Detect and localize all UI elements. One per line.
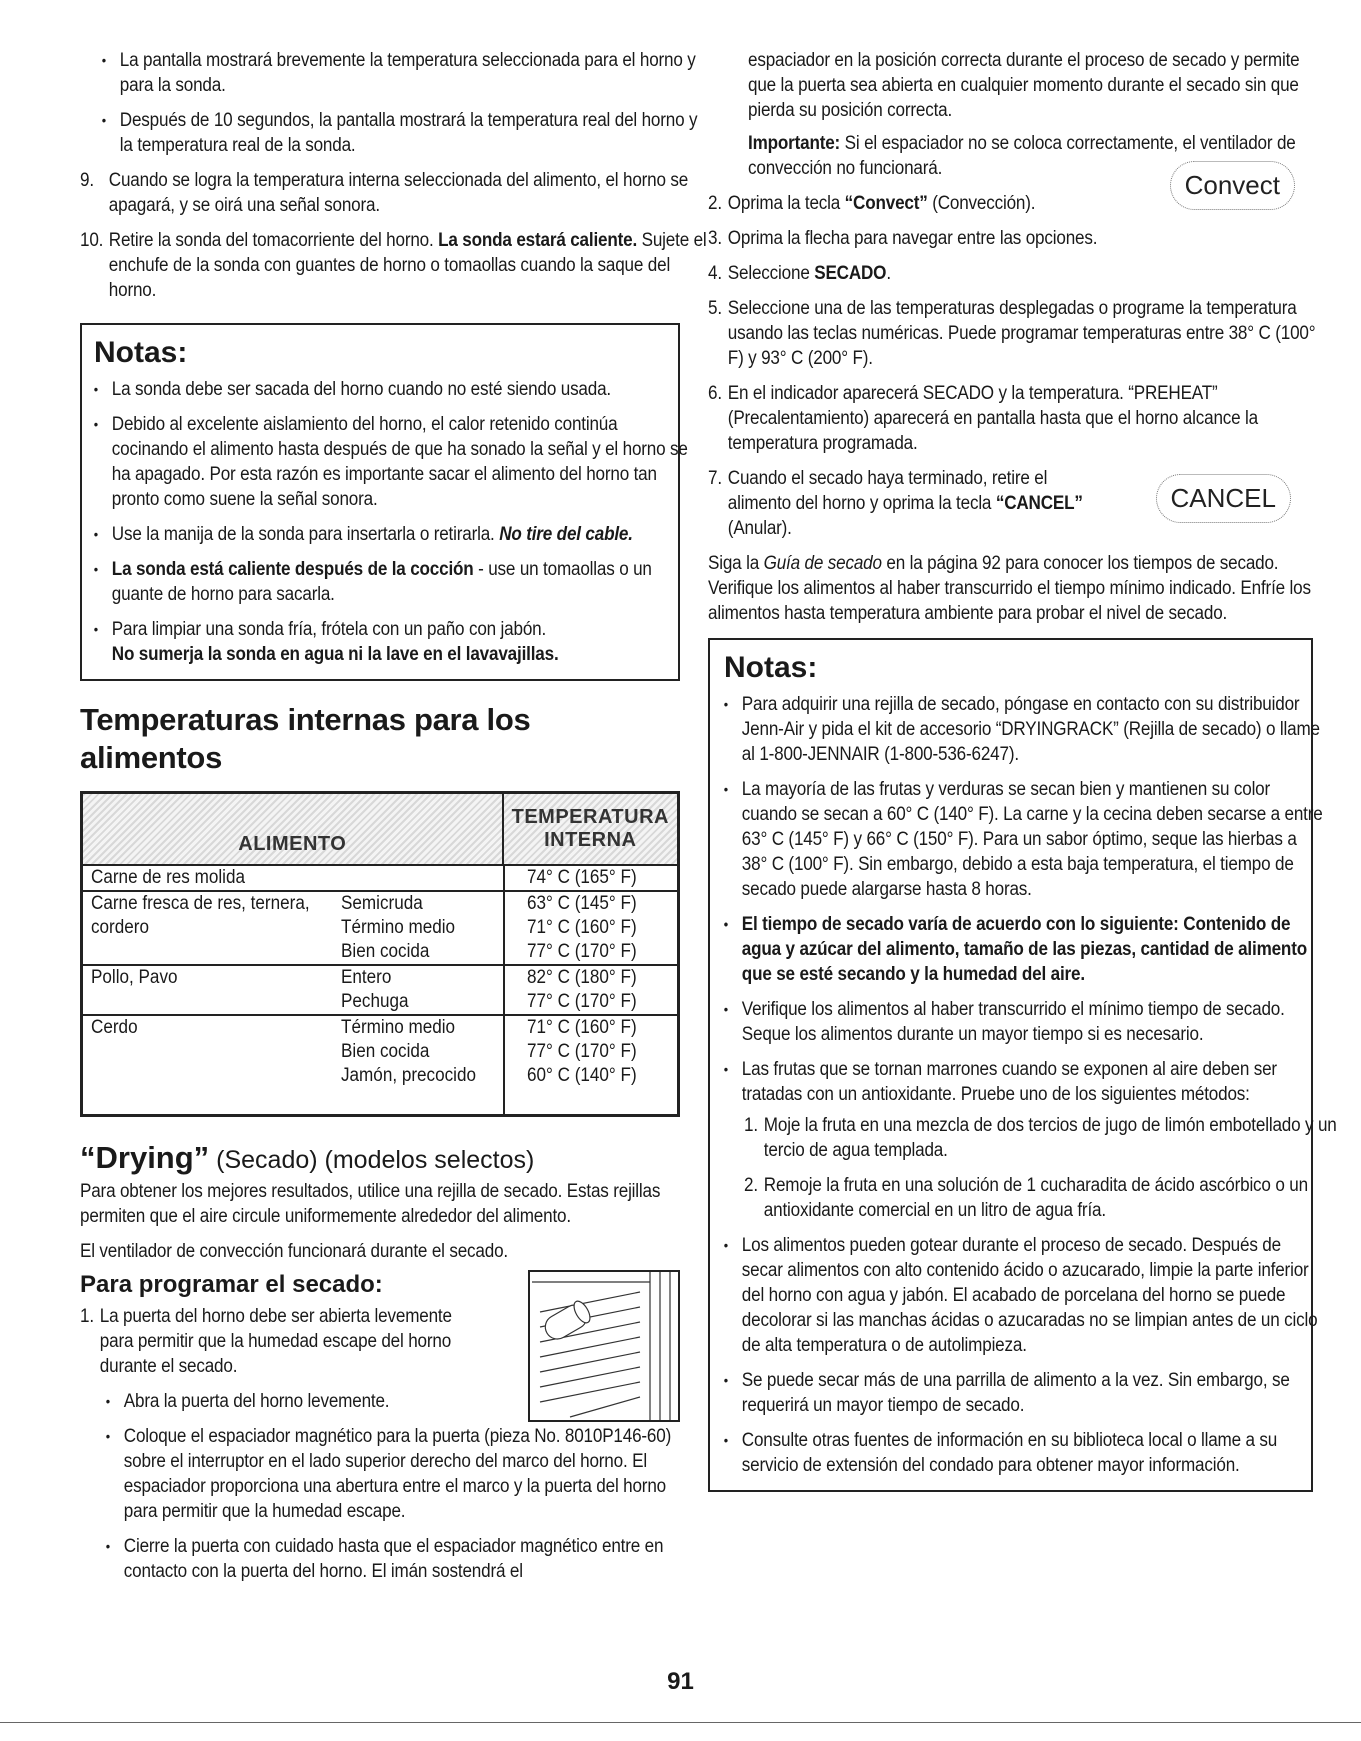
note-text: Para limpiar una sonda fría, frótela con un paño con jabón. [111, 619, 547, 640]
step-text: . [886, 263, 891, 284]
temperature-cell-line: 71° C (160° F) [527, 1017, 637, 1038]
drying-substep: • Cierre la puerta con cuidado hasta que el espaciador magnético entre en contacto con la puerta del horno. El imán sostendrá el [104, 1534, 699, 1584]
step-number: 3. [708, 228, 722, 249]
doneness-cell [341, 892, 503, 964]
note-item: • Para adquirir una rejilla de secado, póngase en contacto con su distribuidor Jenn-Air y pida el kit de accesorio “DRYINGRACK” (Rejilla de secado) o llame al 1-800-JENNAIR (1-800-536-6247). [722, 692, 1326, 767]
table-body [83, 866, 677, 1088]
step-text: Oprima la tecla [727, 193, 845, 214]
drying-title: “Drying” [80, 1140, 210, 1175]
key-name: “Convect” [844, 193, 928, 214]
header-temp-line1: TEMPERATURA [511, 806, 669, 828]
paragraph-text: en la página 92 para conocer los tiempos de secado. Verifique los alimentos al haber transcurrido el tiempo mínimo indicado. Enfríe los alimentos hasta temperatura ambiente para probar el nivel de secado. [708, 553, 1311, 624]
mode-name: SECADO [814, 263, 887, 284]
header-food: ALIMENTO [238, 833, 347, 855]
drying-notes-box [708, 638, 1337, 1492]
step-9 [80, 168, 708, 218]
doneness-cell-line: Entero [341, 967, 392, 988]
method-text: Moje la fruta en una mezcla de dos tercios de jugo de limón embotellado y un tercio de agua templada. [763, 1115, 1337, 1161]
doneness-cell-line: Pechuga [341, 991, 409, 1012]
drying-substep: • Coloque el espaciador magnético para la puerta (pieza No. 8010P146-60) sobre el interruptor en el lado superior derecho del marco del horno. El espaciador proporciona una abertura entre el marco y la puerta del horno para permitir que la humedad escape. [104, 1424, 699, 1524]
step-5 [708, 296, 1332, 371]
note-item: • Los alimentos pueden gotear durante el proceso de secado. Después de secar alimentos con alto contenido ácido o azucarado, limpie la parte inferior del horno con agua y jabón. El acabado de porcelana del horno se puede decolorar si las manchas ácidas o azucaradas no se limpian antes de un ciclo de alta temperatura o de autolimpieza. [722, 1233, 1326, 1358]
convect-key-icon: Convect [1170, 161, 1295, 210]
note-warning: No sumerja la sonda en agua ni la lave en el lavavajillas. [111, 644, 559, 665]
drying-subtitle: (Secado) (modelos selectos) [209, 1146, 535, 1174]
note-item: • El tiempo de secado varía de acuerdo con lo siguiente: Contenido de agua y azúcar del alimento, tamaño de las piezas, cantidad de alimento que se esté secando y la humedad del aire. [722, 912, 1326, 987]
doneness-cell-line: Término medio [341, 1017, 456, 1038]
note-text: - use un tomaollas o un guante de horno para sacarla. [111, 559, 652, 605]
table-row [83, 966, 677, 1016]
temperature-cell-line: 82° C (180° F) [527, 967, 637, 988]
step-number: 5. [708, 298, 722, 319]
doneness-cell-line: Bien cocida [341, 1041, 430, 1062]
doneness-cell-line: Bien cocida [341, 941, 430, 962]
step-text: (Anular). [727, 518, 792, 539]
step-text: En el indicador aparecerá SECADO y la temperatura. “PREHEAT” (Precalentamiento) aparecerá en pantalla hasta que el horno alcance la temperatura programada. [727, 383, 1259, 454]
probe-notes-box [80, 323, 688, 681]
method-1 [744, 1113, 1348, 1163]
temperature-cell-line: 63° C (145° F) [527, 893, 637, 914]
note-warning: No tire del cable. [499, 524, 633, 545]
temperature-cell [503, 892, 677, 964]
step-number: 4. [708, 263, 722, 284]
food-cell [83, 866, 341, 890]
step-text-bold: La sonda estará caliente. [438, 230, 638, 251]
temperature-cell-line: 74° C (165° F) [527, 867, 637, 888]
food-cell-line: Carne fresca de res, ternera, [91, 893, 310, 914]
drying-paragraph-2: El ventilador de convección funcionará durante el secado. [80, 1241, 508, 1262]
step-4 [708, 261, 1332, 286]
left-column [80, 48, 707, 1594]
paragraph-text: Siga la [708, 553, 764, 574]
step-6 [708, 381, 1332, 456]
step-number: 6. [708, 383, 722, 404]
step-text: Cuando se logra la temperatura interna seleccionada del alimento, el horno se apagará, y se oirá una señal sonora. [108, 170, 689, 216]
probe-display-bullet-2: • Después de 10 segundos, la pantalla mostrará la temperatura real del horno y la temperatura real de la sonda. [100, 108, 699, 158]
food-cell-line: Cerdo [91, 1017, 138, 1038]
step-7 [708, 466, 1097, 541]
step-text: Retire la sonda del tomacorriente del horno. [108, 230, 439, 251]
table-row [83, 1016, 677, 1088]
table-padding [83, 1088, 677, 1114]
note-item: • Consulte otras fuentes de información en su biblioteca local o llame a su servicio de extensión del condado para obtener mayor información. [722, 1428, 1326, 1478]
note-item: • La sonda debe ser sacada del horno cuando no esté siendo usada. [92, 377, 693, 402]
drying-paragraph-1: Para obtener los mejores resultados, utilice una rejilla de secado. Estas rejillas permiten que el aire circule uniformemente alrededor del alimento. [80, 1181, 661, 1227]
step-2 [708, 191, 1332, 216]
doneness-cell [341, 1016, 503, 1088]
method-number: 2. [744, 1175, 758, 1196]
important-text: Si el espaciador no se coloca correctamente, el ventilador de convección no funcionará. [748, 133, 1296, 179]
doneness-cell [341, 866, 503, 890]
probe-display-bullet-1: • La pantalla mostrará brevemente la temperatura seleccionada para el horno y para la sonda. [100, 48, 699, 98]
table-row [83, 892, 677, 966]
note-item: • Las frutas que se tornan marrones cuando se exponen al aire deben ser tratadas con un antioxidante. Pruebe uno de los siguientes métodos: [722, 1057, 1326, 1107]
note-item: • Se puede secar más de una parrilla de alimento a la vez. Sin embargo, se requerirá un mayor tiempo de secado. [722, 1368, 1326, 1418]
right-column [708, 48, 1337, 1492]
page-number: 91 [667, 1668, 694, 1695]
step-text: Oprima la flecha para navegar entre las opciones. [727, 228, 1098, 249]
temperatures-heading: Temperaturas internas para los alimentos [80, 702, 531, 775]
cancel-key-icon: CANCEL [1156, 474, 1291, 523]
step-number: 2. [708, 193, 722, 214]
food-cell [83, 966, 341, 1014]
table-row [83, 866, 677, 892]
step-text: (Convección). [927, 193, 1036, 214]
step-number: 9. [80, 170, 94, 191]
temperature-cell [503, 966, 677, 1014]
note-item [92, 522, 693, 547]
temperature-cell-line: 77° C (170° F) [527, 991, 637, 1012]
drying-heading [80, 1139, 680, 1179]
table-header [83, 794, 677, 866]
doneness-cell [341, 966, 503, 1014]
temperature-cell [503, 1016, 677, 1088]
step-text: La puerta del horno debe ser abierta levemente para permitir que la humedad escape del horno durante el secado. [99, 1306, 452, 1377]
doneness-cell-line: Jamón, precocido [341, 1065, 476, 1086]
bottom-rule [0, 1722, 1361, 1723]
note-item: • Verifique los alimentos al haber transcurrido el mínimo tiempo de secado. Seque los alimentos durante un mayor tiempo si es necesario. [722, 997, 1326, 1047]
step-number: 10. [80, 230, 104, 251]
food-cell [83, 1016, 341, 1088]
step-number: 1. [80, 1306, 94, 1327]
doneness-cell-line: Término medio [341, 917, 456, 938]
notes-title: Notas: [724, 651, 818, 684]
food-cell-line: Pollo, Pavo [91, 967, 178, 988]
food-cell-line: cordero [91, 917, 149, 938]
food-cell-line: Carne de res molida [91, 867, 245, 888]
temperature-cell-line: 60° C (140° F) [527, 1065, 637, 1086]
note-warning: La sonda está caliente después de la cocción [111, 559, 474, 580]
note-item [92, 617, 693, 667]
drying-guide-paragraph [708, 551, 1312, 626]
method-2 [744, 1173, 1348, 1223]
step-text: Seleccione una de las temperaturas desplegadas o programe la temperatura usando las teclas numéricas. Puede programar temperaturas entre 38° C (100° F) y 93° C (200° F). [727, 298, 1316, 369]
temperature-cell [503, 866, 677, 890]
step-10 [80, 228, 708, 303]
internal-temperatures-table [80, 791, 680, 1117]
drying-section [80, 1139, 680, 1584]
step-text: Cuando el secado haya terminado, retire el alimento del horno y oprima la tecla [727, 468, 1048, 514]
notes-title: Notas: [94, 336, 188, 369]
drying-substep: • Abra la puerta del horno levemente. [104, 1389, 699, 1414]
guide-reference: Guía de secado [763, 553, 882, 574]
drying-step-1 [80, 1304, 460, 1379]
program-drying-heading: Para programar el secado: [80, 1271, 383, 1298]
note-item [92, 557, 693, 607]
step-text: Seleccione [727, 263, 815, 284]
method-number: 1. [744, 1115, 758, 1136]
method-text: Remoje la fruta en una solución de 1 cucharadita de ácido ascórbico o un antioxidante comercial en un litro de agua fría. [763, 1175, 1308, 1221]
note-item: • La mayoría de las frutas y verduras se secan bien y mantienen su color cuando se secan a 60° C (140° F). La carne y la cecina deben secarse a entre 63° C (145° F) y 66° C (150° F). Para un sabor óptimo, seque las hierbas a 38° C (100° F). Sin embargo, debido a esta baja temperatura, el tiempo de secado puede alargarse hasta 8 horas. [722, 777, 1326, 902]
temperature-cell-line: 77° C (170° F) [527, 1041, 637, 1062]
temperature-cell-line: 77° C (170° F) [527, 941, 637, 962]
note-item: • Debido al excelente aislamiento del horno, el calor retenido continúa cocinando el alimento hasta después de que ha sonado la señal y el horno se ha apagado. Por esta razón es importante sacar el alimento del horno tan pronto como suene la señal sonora. [92, 412, 693, 512]
step-number: 7. [708, 468, 722, 489]
step-3 [708, 226, 1332, 251]
important-label: Importante: [748, 133, 841, 154]
doneness-cell-line: Semicruda [341, 893, 423, 914]
food-cell [83, 892, 341, 964]
note-text: Use la manija de la sonda para insertarla o retirarla. [111, 524, 500, 545]
step-text: Sujete el enchufe de la sonda con guantes de horno o tomaollas cuando la saque del horno. [108, 230, 707, 301]
header-temp-line2: INTERNA [544, 829, 637, 851]
key-name: “CANCEL” [995, 493, 1083, 514]
spacer-continued: espaciador en la posición correcta durante el proceso de secado y permite que la puerta sea abierta en cualquier momento durante el secado sin que pierda su posición correcta. [748, 50, 1300, 121]
temperature-cell-line: 71° C (160° F) [527, 917, 637, 938]
